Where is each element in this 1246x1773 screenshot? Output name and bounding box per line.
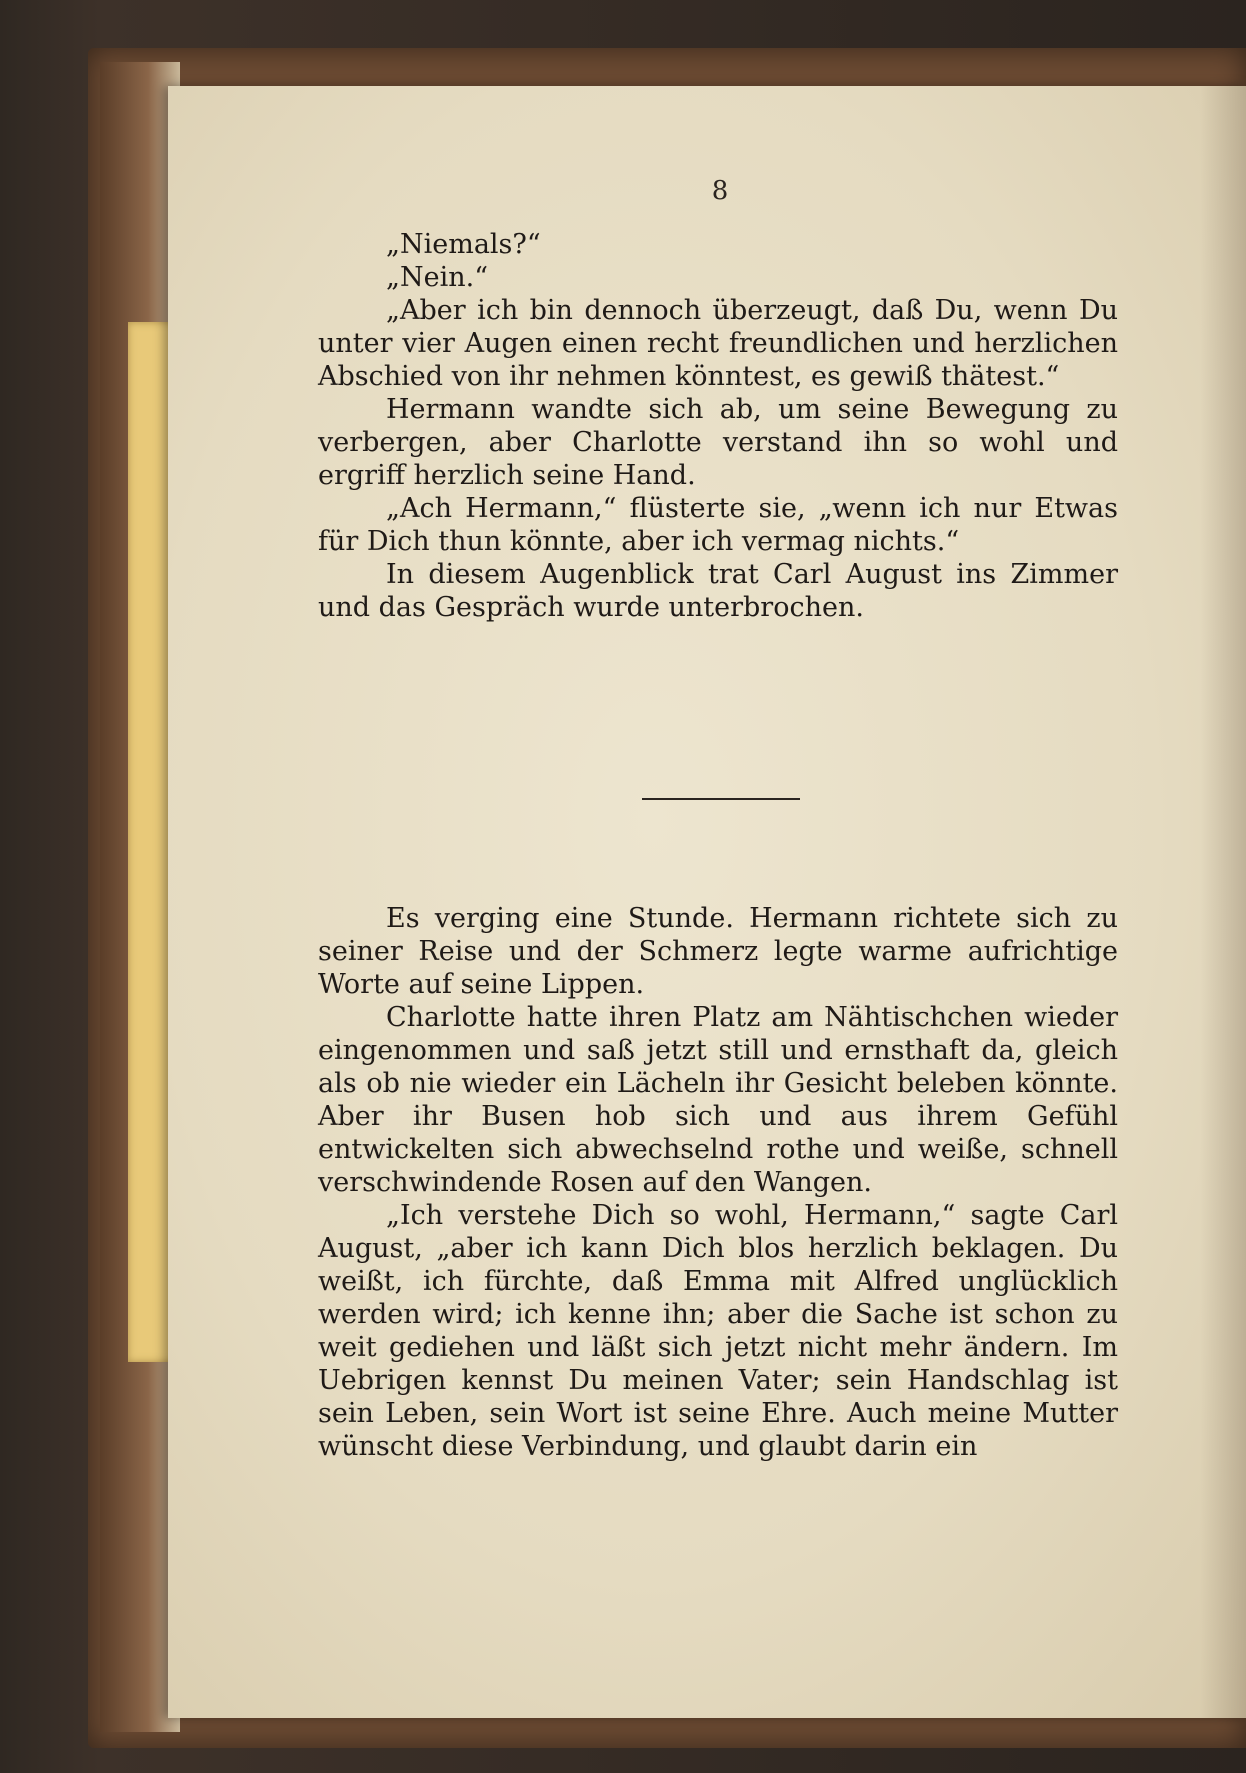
paragraph: Es verging eine Stunde. Hermann richtete sich zu seiner Reise und der Schmerz legte warme aufrichtige Worte auf seine Lippen. [318,903,1118,1000]
paragraph: „Ach Hermann,“ flüsterte sie, „wenn ich nur Etwas für Dich thun könnte, aber ich vermag nichts.“ [318,493,1118,557]
text-block-lower [318,902,1118,1463]
page-gutter-shadow [1200,86,1246,1718]
section-divider [642,798,800,800]
paragraph: Hermann wandte sich ab, um seine Bewegung zu verbergen, aber Charlotte verstand ihn so wohl und ergriff herzlich seine Hand. [318,394,1118,491]
paragraph: Charlotte hatte ihren Platz am Nähtischchen wieder eingenommen und saß jetzt still und ernsthaft da, gleich als ob nie wieder ein Lächeln ihr Gesicht beleben könnte. Aber ihr Busen hob sich und aus ihrem Gefühl entwickelten sich abwechselnd rothe und weiße, schnell verschwindende Rosen auf den Wangen. [318,1002,1118,1198]
paragraph: „Niemals?“ [386,229,541,260]
page-number: 8 [711,176,729,206]
paragraph: „Aber ich bin dennoch überzeugt, daß Du, wenn Du unter vier Augen einen recht freundlichen und herzlichen Abschied von ihr nehmen könntest, es gewiß thätest.“ [318,295,1118,392]
paragraph: „Ich verstehe Dich so wohl, Hermann,“ sagte Carl August, „aber ich kann Dich blos herzlich beklagen. Du weißt, ich fürchte, daß Emma mit Alfred unglücklich werden wird; ich kenne ihn; aber die Sache ist schon zu weit gediehen und läßt sich jetzt nicht mehr ändern. Im Uebrigen kennst Du meinen Vater; sein Handschlag ist sein Leben, sein Wort ist seine Ehre. Auch meine Mutter wünscht diese Verbindung, und glaubt darin ein [318,1200,1118,1462]
text-block-upper [318,228,1118,624]
paragraph: In diesem Augenblick trat Carl August ins Zimmer und das Gespräch wurde unterbrochen. [318,559,1118,623]
paragraph: „Nein.“ [386,262,489,293]
